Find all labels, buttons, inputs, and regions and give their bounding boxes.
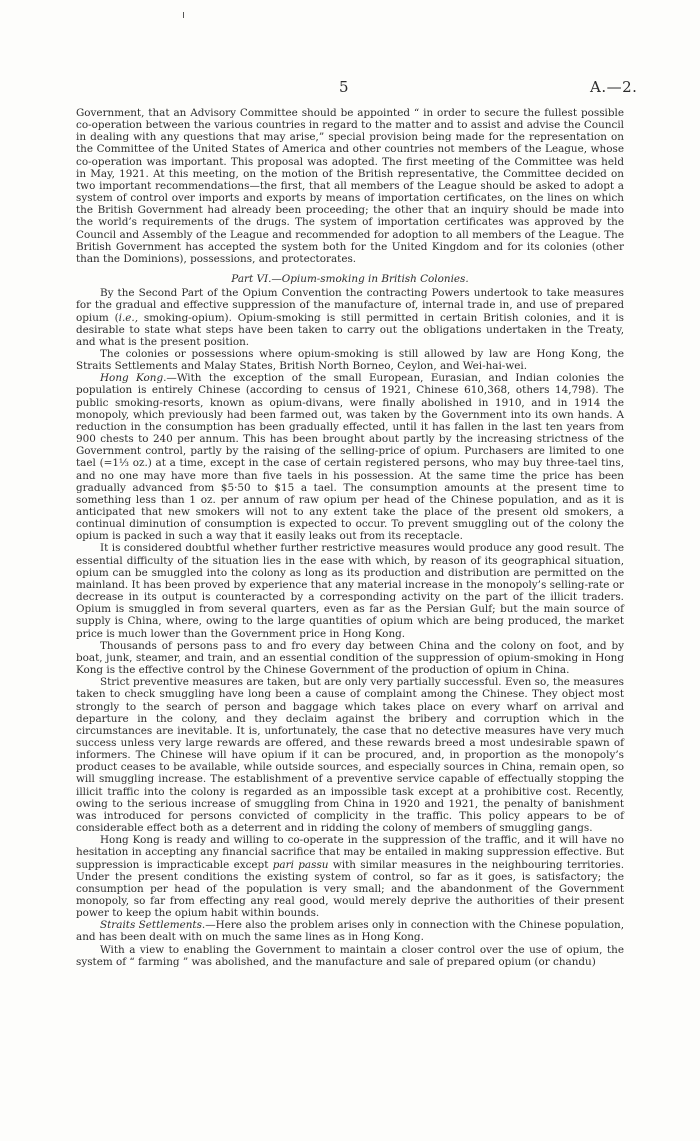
paragraph-convention (76, 287, 624, 348)
pari-passu-phrase: pari passu (272, 858, 329, 871)
paragraph-text: with similar measures in the neighbouring territories. Under the present conditions the existing system of control, so far as it goes, is satisfactory; the consumption per head of the population is very small; and the abandonment of the Government monopoly, so far from effecting any real good, would merely deprive the authorities of their present power to keep the opium habit within bounds. (76, 858, 624, 920)
page-number: 5 (339, 78, 349, 96)
margin-tick-mark (183, 12, 184, 18)
paragraph-preventive-measures: Strict preventive measures are taken, but are only very partially successful. Even so, the measures taken to check smuggling have long been a cause of complaint among the Chinese. They object most strongly to the search of person and baggage which takes place on every wharf on arrival and departure in the colony, and they declaim against the bribery and corruption which in the circumstances are inevitable. It is, unfortunately, the case that no detective measures have very much success unless very large rewards are offered, and these rewards breed a most undesirable spawn of informers. The Chinese will have opium if it can be procured, and, in proportion as the monopoly’s product ceases to be available, while outside sources, and especially sources in China, remain open, so will smuggling increase. The establishment of a preventive service capable of effectually stopping the illicit traffic into the colony is regarded as an impossible task except at a prohibitive cost. Recently, owing to the serious increase of smuggling from China in 1920 and 1921, the penalty of banishment was introduced for persons convicted of complicity in the traffic. This policy appears to be of considerable effect both as a deterrent and in ridding the colony of members of smuggling gangs. (76, 676, 624, 835)
ie-abbreviation: i.e., (118, 311, 139, 324)
paragraph-text: Hong Kong is ready and willing to co-operate in the suppression of the traffic, and it will have no hesitation in accepting any financial sacrifice that may be entailed in making suppression effective. But suppression is impracticable except (76, 834, 624, 871)
document-body (76, 107, 624, 968)
paragraph-text: —Here also the problem arises only in connection with the Chinese population, and has been dealt with on much the same lines as in Hong Kong. (76, 919, 624, 944)
paper-reference: A.—2. (590, 78, 638, 96)
paragraph-hong-kong (76, 372, 624, 542)
intro-paragraph: Government, that an Advisory Committee should be appointed “ in order to secure the fullest possible co-operation between the various countries in regard to the matter and to assist and advise the Council in dealing with any questions that may arise,” special provision being made for the representation on the Committee of the United States of America and other countries not members of the League, whose co-operation was important. This proposal was adopted. The first meeting of the Committee was held in May, 1921. At this meeting, on the motion of the British representative, the Committee decided on two important recommendations—the first, that all members of the League should be asked to adopt a system of control over imports and exports by means of importation certificates, on the lines on which the British Government had already been proceeding; the other that an inquiry should be made into the world’s requirements of the drugs. The system of importation certificates was approved by the Council and Assembly of the League and recommended for adoption to all members of the League. The British Government has accepted the system both for the United Kingdom and for its colonies (other than the Dominions), possessions, and protectorates. (76, 107, 624, 265)
paragraph-cooperation (76, 834, 624, 919)
straits-settlements-label: Straits Settlements. (100, 919, 206, 932)
paragraph-border-traffic: Thousands of persons pass to and fro every day between China and the colony on foot, and by boat, junk, steamer, and train, and an essential condition of the suppression of opium-smoking in Hong Kong is the effective control by the Chinese Government of the production of opium in China. (76, 639, 624, 677)
section-heading: Part VI.—Opium-smoking in British Colonies. (231, 273, 469, 286)
paragraph-colonies: The colonies or possessions where opium-smoking is still allowed by law are Hong Kong, the Straits Settlements and Malay States, British North Borneo, Ceylon, and Wei-hai-wei. (76, 347, 624, 373)
paragraph-farming-system: With a view to enabling the Government to maintain a closer control over the use of opium, the system of “ farming ” was abolished, and the manufacture and sale of prepared opium (or chandu) (76, 943, 624, 968)
paragraph-text: smoking-opium). Opium-smoking is still permitted in certain British colonies, and it is desirable to state what steps have been taken to carry out the obligations undertaken in the Treaty, and what is the present position. (76, 311, 624, 348)
paragraph-text: —With the exception of the small European, Eurasian, and Indian colonies the population is entirely Chinese (according to census of 1921, Chinese 610,368, others 14,798). The public smoking-resorts, known as opium-divans, were finally abolished in 1910, and in 1914 the monopoly, which previously had been farmed out, was taken by the Government into its own hands. A reduction in the consumption has been gradually effected, until it has fallen in the last ten years from 900 chests to 240 per annum. This has been brought about partly by the increasing strictness of the Government control, partly by the raising of the selling-price of opium. Purchasers are limited to one tael (=1⅓ oz.) at a time, except in the case of certain registered persons, who may buy three-tael tins, and no one may have more than five taels in his possession. At the same time the price has been gradually advanced from $5·50 to $15 a tael. The consumption amounts at the present time to something less than 1 oz. per annum of raw opium per head of the Chinese population, and as it is anticipated that new smokers will not to any extent take the place of the present old smokers, a continual diminution of consumption is expected to occur. To prevent smuggling out of the colony the opium is packed in such a way that it easily leaks out from its receptacle. (76, 372, 624, 543)
paragraph-straits-settlements (76, 919, 624, 943)
paragraph-restrictive-measures: It is considered doubtful whether further restrictive measures would produce any good result. The essential difficulty of the situation lies in the ease with which, by reason of its geographical situation, opium can be smuggled into the colony as long as its production and distribution are permitted on the mainland. It has been proved by experience that any material increase in the monopoly’s selling-rate or decrease in its output is counteracted by a corresponding activity on the part of the illicit traders. Opium is smuggled in from several quarters, even as far as the Persian Gulf; but the main source of supply is China, where, owing to the large quantities of opium which are being produced, the market price is much lower than the Government price in Hong Kong. (76, 542, 624, 640)
hong-kong-label: Hong Kong. (100, 372, 167, 385)
paragraph-text: By the Second Part of the Opium Convention the contracting Powers undertook to take measures for the gradual and effective suppression of the manufacture of, internal trade in, and use of prepared opium ( (76, 287, 624, 324)
